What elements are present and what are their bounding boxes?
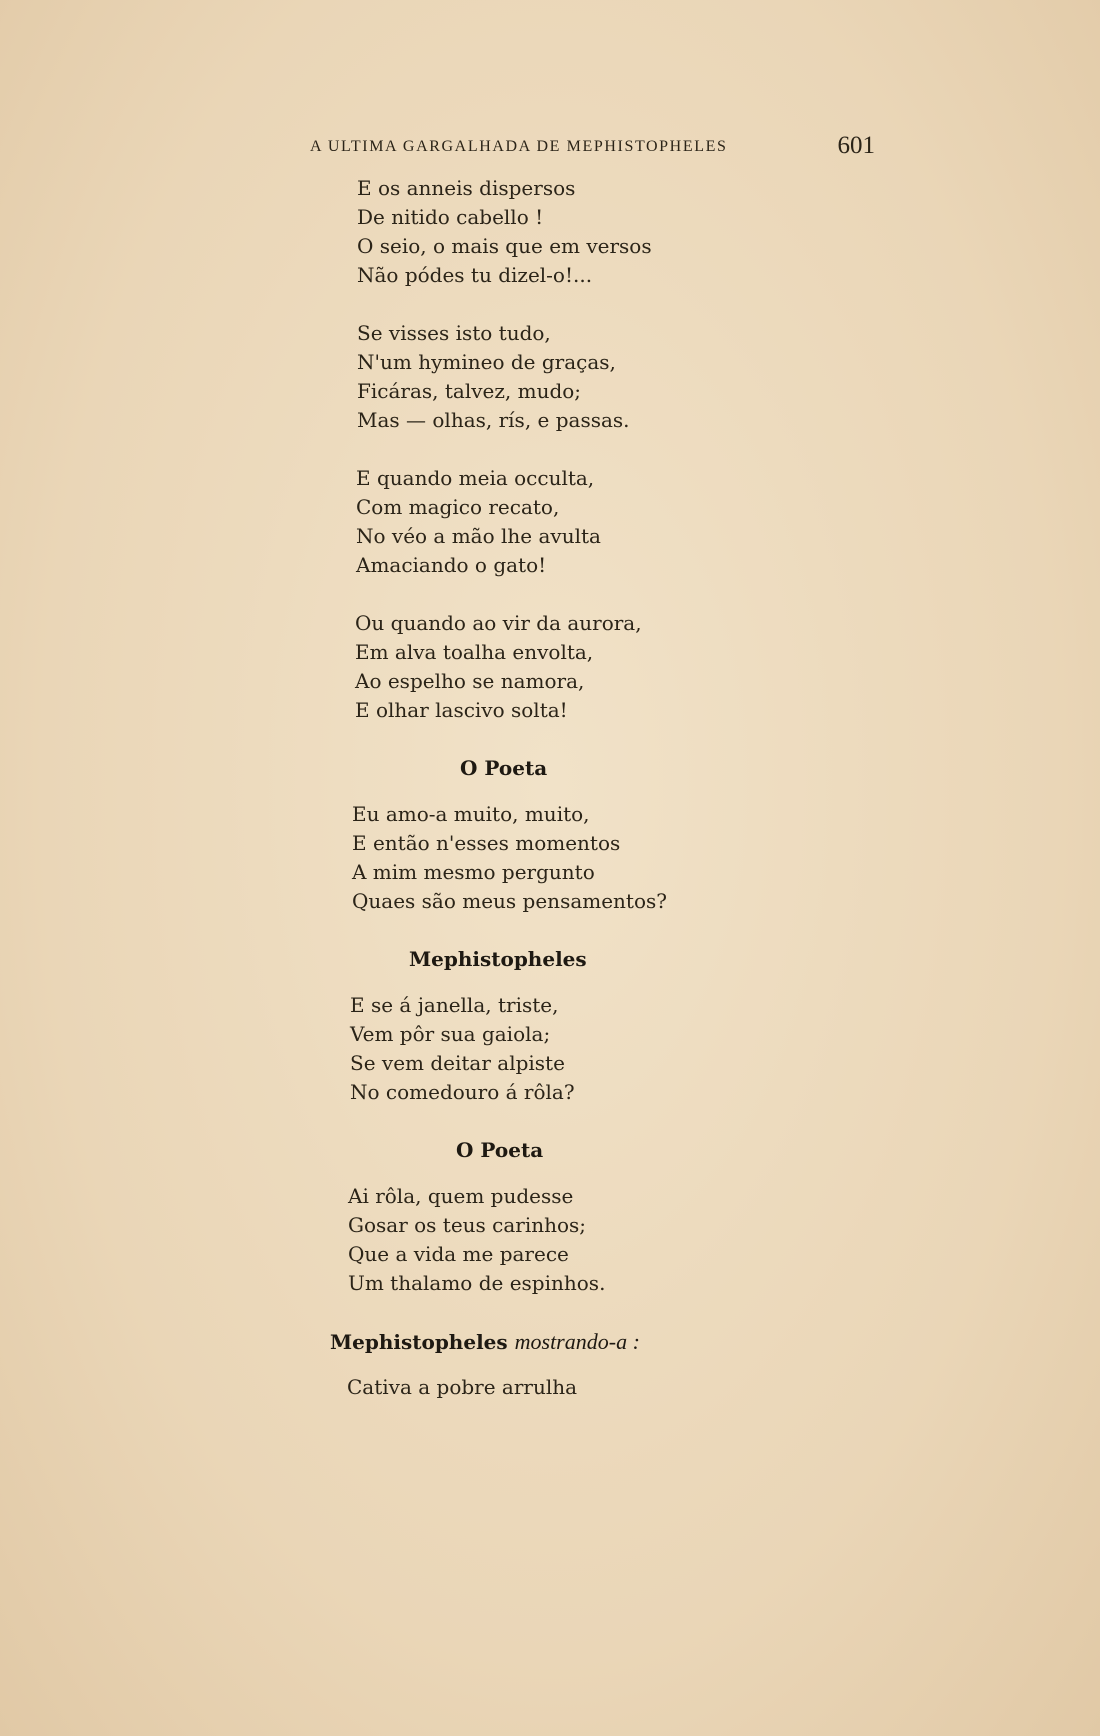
verse-line: Quaes são meus pensamentos?: [352, 889, 667, 913]
verse-line: No comedouro á rôla?: [350, 1080, 575, 1104]
verse-line: Se visses isto tudo,: [357, 321, 551, 345]
verse-line: Mas — olhas, rís, e passas.: [357, 408, 630, 432]
stanza: [0, 174, 1100, 290]
verse-line: Um thalamo de espinhos.: [348, 1271, 606, 1295]
stage-direction: mostrando-a :: [514, 1329, 640, 1354]
speaker-name: Mephistopheles: [330, 1330, 508, 1354]
verse-line: E se á janella, triste,: [350, 993, 559, 1017]
verse-line: Vem pôr sua gaiola;: [350, 1022, 551, 1046]
stanza: [0, 319, 1100, 435]
verse-line: Se vem deitar alpiste: [350, 1051, 565, 1075]
verse-line: Ai rôla, quem pudesse: [348, 1184, 574, 1208]
verse-line: Ficáras, talvez, mudo;: [357, 379, 582, 403]
stanza: [0, 1327, 1100, 1402]
verse-line: Com magico recato,: [356, 495, 560, 519]
stanza: [0, 754, 1100, 916]
verse-line: Ao espelho se namora,: [355, 669, 585, 693]
speaker-heading: Mephistopheles: [409, 947, 587, 971]
verse-line: E os anneis dispersos: [357, 176, 576, 200]
verse-line: N'um hymineo de graças,: [357, 350, 616, 374]
verse-line: Cativa a pobre arrulha: [347, 1375, 578, 1399]
verse-line: No véo a mão lhe avulta: [356, 524, 601, 548]
verse-line: Eu amo-a muito, muito,: [352, 802, 590, 826]
stanza: [0, 945, 1100, 1107]
stanza: [0, 1136, 1100, 1298]
running-header: [310, 132, 875, 166]
verse-line: Em alva toalha envolta,: [355, 640, 594, 664]
page-number: 601: [837, 132, 875, 159]
verse-line: Gosar os teus carinhos;: [348, 1213, 587, 1237]
verse-line: E então n'esses momentos: [352, 831, 621, 855]
verse-line: Amaciando o gato!: [356, 553, 547, 577]
stanza: [0, 464, 1100, 580]
running-title: A ULTIMA GARGALHADA DE MEPHISTOPHELES: [310, 138, 728, 155]
speaker-heading: O Poeta: [456, 1138, 544, 1162]
speaker-heading: O Poeta: [460, 756, 548, 780]
verse-line: De nitido cabello !: [357, 205, 544, 229]
stanza: [0, 609, 1100, 725]
speaker-heading: [330, 1327, 1100, 1356]
verse-line: Que a vida me parece: [348, 1242, 569, 1266]
verse-line: O seio, o mais que em versos: [357, 234, 652, 258]
poem-body: [0, 174, 1100, 1431]
verse-line: E olhar lascivo solta!: [355, 698, 568, 722]
verse-line: E quando meia occulta,: [356, 466, 595, 490]
verse-line: Ou quando ao vir da aurora,: [355, 611, 642, 635]
verse-line: A mim mesmo pergunto: [352, 860, 595, 884]
verse-line: Não pódes tu dizel-o!...: [357, 263, 593, 287]
